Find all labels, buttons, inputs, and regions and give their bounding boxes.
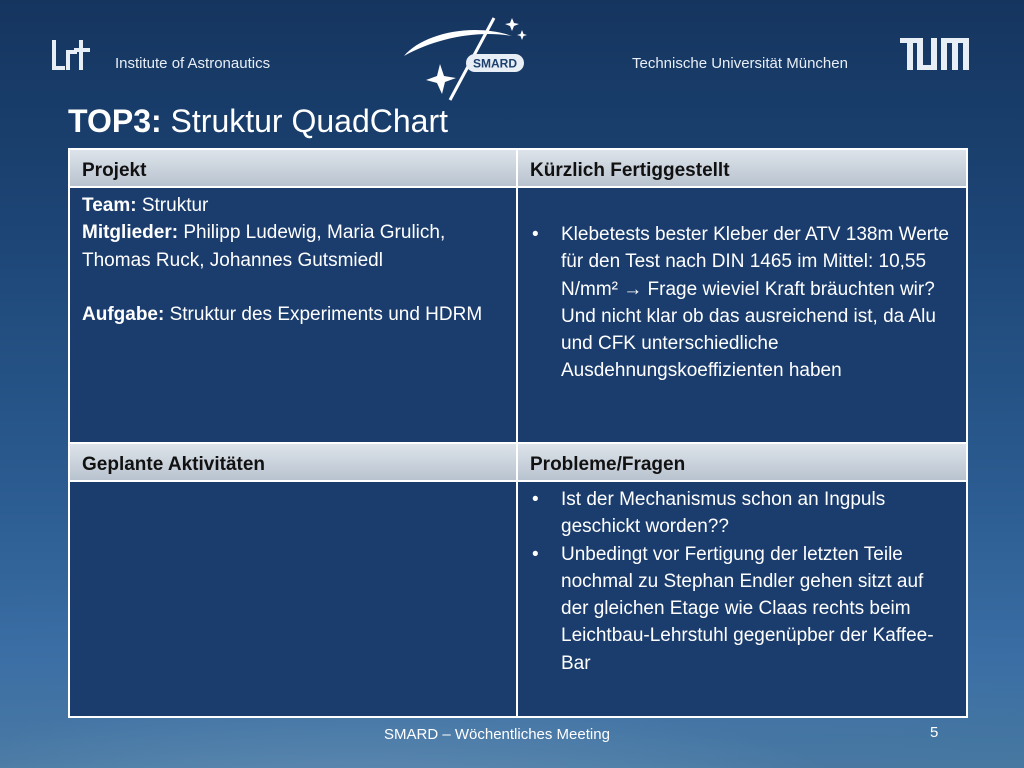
projekt-header-label: Projekt [82, 160, 147, 181]
probleme-header-label: Probleme/Fragen [530, 454, 686, 475]
team-line [82, 192, 504, 219]
probleme-body [516, 480, 968, 718]
tum-logo-icon [900, 38, 970, 72]
lrt-logo-icon [52, 40, 96, 74]
projekt-body [68, 186, 520, 444]
members-value: Philipp Ludewig, Maria Grulich, Thomas Ruck, Johannes Gutsmiedl [82, 222, 446, 271]
task-label: Aufgabe: [82, 303, 165, 325]
list-item: • Klebetests bester Kleber der ATV 138m Werte für den Test nach DIN 1465 im Mittel: 10,55 N/mm² → Frage wieviel Kraft bräuchten wir? Und nicht klar ob das ausreichend ist, da Alu und CFK unterschiedliche Ausdehnungskoeffizienten haben [530, 221, 952, 385]
footer-text: SMARD – Wöchentliches Meeting [384, 726, 610, 743]
projekt-header [68, 148, 520, 188]
kuerzlich-body [516, 186, 968, 444]
slide-title [68, 103, 448, 140]
smard-swoosh-icon [400, 12, 540, 104]
smard-logo [400, 12, 540, 109]
geplante-header [68, 442, 520, 482]
smard-logo-text: SMARD [473, 56, 517, 71]
task-value: Struktur des Experiments und HDRM [169, 303, 483, 325]
kuerzlich-header-label: Kürzlich Fertiggestellt [530, 160, 730, 181]
slide-title-prefix: TOP3: [68, 103, 162, 139]
team-value: Struktur [141, 195, 209, 216]
quad-chart [68, 148, 968, 718]
list-item: • Ist der Mechanismus schon an Ingpuls geschickt worden?? [530, 486, 952, 541]
list-item: • Unbedingt vor Fertigung der letzten Teile nochmal zu Stephan Endler gehen sitzt auf der gleichen Etage wie Claas rechts beim Leichtbau-Lehrstuhl gegenüpber der Kaffee-Bar [530, 541, 952, 677]
slide-title-text: Struktur QuadChart [170, 103, 448, 139]
university-name: Technische Universität München [632, 55, 848, 72]
page-number: 5 [930, 724, 939, 741]
kuerzlich-header [516, 148, 968, 188]
members-label: Mitglieder: [82, 222, 179, 244]
institute-name: Institute of Astronautics [115, 55, 271, 72]
geplante-header-label: Geplante Aktivitäten [82, 454, 266, 475]
geplante-body [68, 480, 520, 718]
probleme-list [530, 486, 952, 677]
members-line [82, 219, 504, 274]
kuerzlich-list [530, 221, 952, 385]
team-label: Team: [82, 195, 137, 216]
slide-header [0, 0, 1024, 100]
task-line [82, 301, 504, 328]
probleme-header [516, 442, 968, 482]
